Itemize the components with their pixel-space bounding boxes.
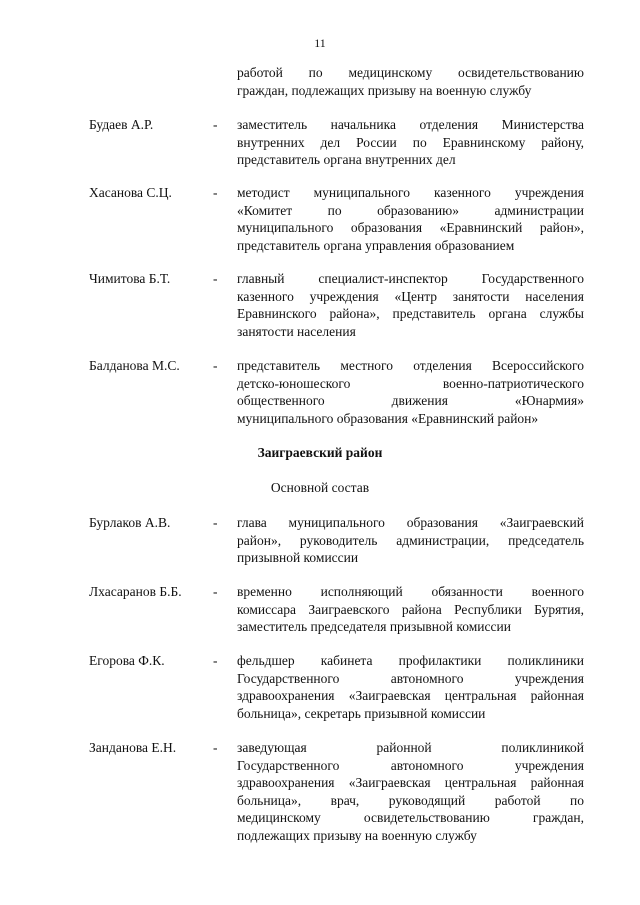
text-line: медицинскому освидетельствованию граждан, (237, 810, 584, 825)
text-line: детско-юношеского военно-патриотического (237, 375, 584, 391)
text-line: представитель органа внутренних дел (237, 152, 456, 167)
dash-separator: - (213, 653, 218, 668)
dash-separator: - (213, 515, 218, 530)
member-name: Егорова Ф.К. (89, 653, 165, 668)
text-line: «Комитет по образованию» администрации (237, 202, 584, 218)
member-position (237, 739, 584, 844)
text-line: Государственного автономного учреждения (237, 757, 584, 773)
text-line: призывной комиссии (237, 550, 359, 565)
member-name: Балданова М.С. (89, 358, 180, 373)
member-position (237, 583, 584, 636)
text-line: работой по медицинскому освидетельствованию (237, 65, 584, 80)
member-name: Чимитова Б.Т. (89, 271, 171, 286)
text-line: здравоохранения «Заиграевская центральная районная (237, 688, 584, 703)
text-line: представитель органа управления образованием (237, 237, 515, 253)
text-line: глава муниципального образования «Заиграевский (237, 515, 584, 530)
text-line: главный специалист-инспектор Государственного (237, 271, 584, 286)
member-name: Будаев А.Р. (89, 117, 154, 132)
dash-separator: - (213, 358, 218, 373)
dash-separator: - (213, 584, 218, 599)
member-name: Хасанова С.Ц. (89, 185, 172, 200)
text-line: временно исполняющий обязанности военного (237, 584, 584, 599)
text-line: район», руководитель администрации, председатель (237, 532, 584, 548)
district-title: Заиграевский район (257, 445, 383, 460)
member-position (237, 357, 584, 427)
dash-separator: - (213, 740, 218, 755)
member-name: Бурлаков А.В. (89, 515, 171, 530)
dash-separator: - (213, 185, 218, 200)
text-line: муниципального образования «Еравнинский район», (237, 220, 584, 235)
member-position (237, 184, 584, 254)
member-name: Занданова Е.Н. (89, 740, 177, 755)
text-line: муниципального образования «Еравнинский район» (237, 410, 539, 426)
page-number: 11 (314, 36, 326, 50)
text-line: заместитель председателя призывной комиссии (237, 619, 511, 634)
text-line: больница», секретарь призывной комиссии (237, 705, 486, 721)
member-position (237, 514, 584, 567)
member-position (237, 652, 584, 722)
text-line: фельдшер кабинета профилактики поликлиники (237, 653, 584, 668)
text-line: общественного движения «Юнармия» (237, 393, 584, 408)
dash-separator: - (213, 117, 218, 132)
continuation-text (237, 64, 584, 99)
text-line: внутренних дел России по Еравнинскому району, (237, 134, 584, 150)
text-line: комиссара Заиграевского района Республики Бурятия, (237, 601, 584, 617)
dash-separator: - (213, 271, 218, 286)
text-line: здравоохранения «Заиграевская центральная районная (237, 775, 584, 790)
text-line: заместитель начальника отделения Министерства (237, 117, 584, 132)
section-subtitle: Основной состав (270, 480, 370, 495)
text-line: заведующая районной поликлиникой (237, 740, 584, 755)
text-line: больница», врач, руководящий работой по (237, 792, 584, 808)
text-line: казенного учреждения «Центр занятости населения (237, 288, 584, 304)
member-position (237, 270, 584, 340)
text-line: Государственного автономного учреждения (237, 670, 584, 686)
text-line: методист муниципального казенного учреждения (237, 185, 584, 200)
text-line: подлежащих призыву на военную службу (237, 827, 477, 843)
text-line: представитель местного отделения Всероссийского (237, 358, 584, 373)
member-position (237, 116, 584, 169)
text-line: занятости населения (237, 323, 356, 339)
member-name: Лхасаранов Б.Б. (89, 584, 182, 599)
text-line: Еравнинского района», представитель органа службы (237, 306, 584, 321)
text-line: граждан, подлежащих призыву на военную службу (237, 82, 532, 98)
